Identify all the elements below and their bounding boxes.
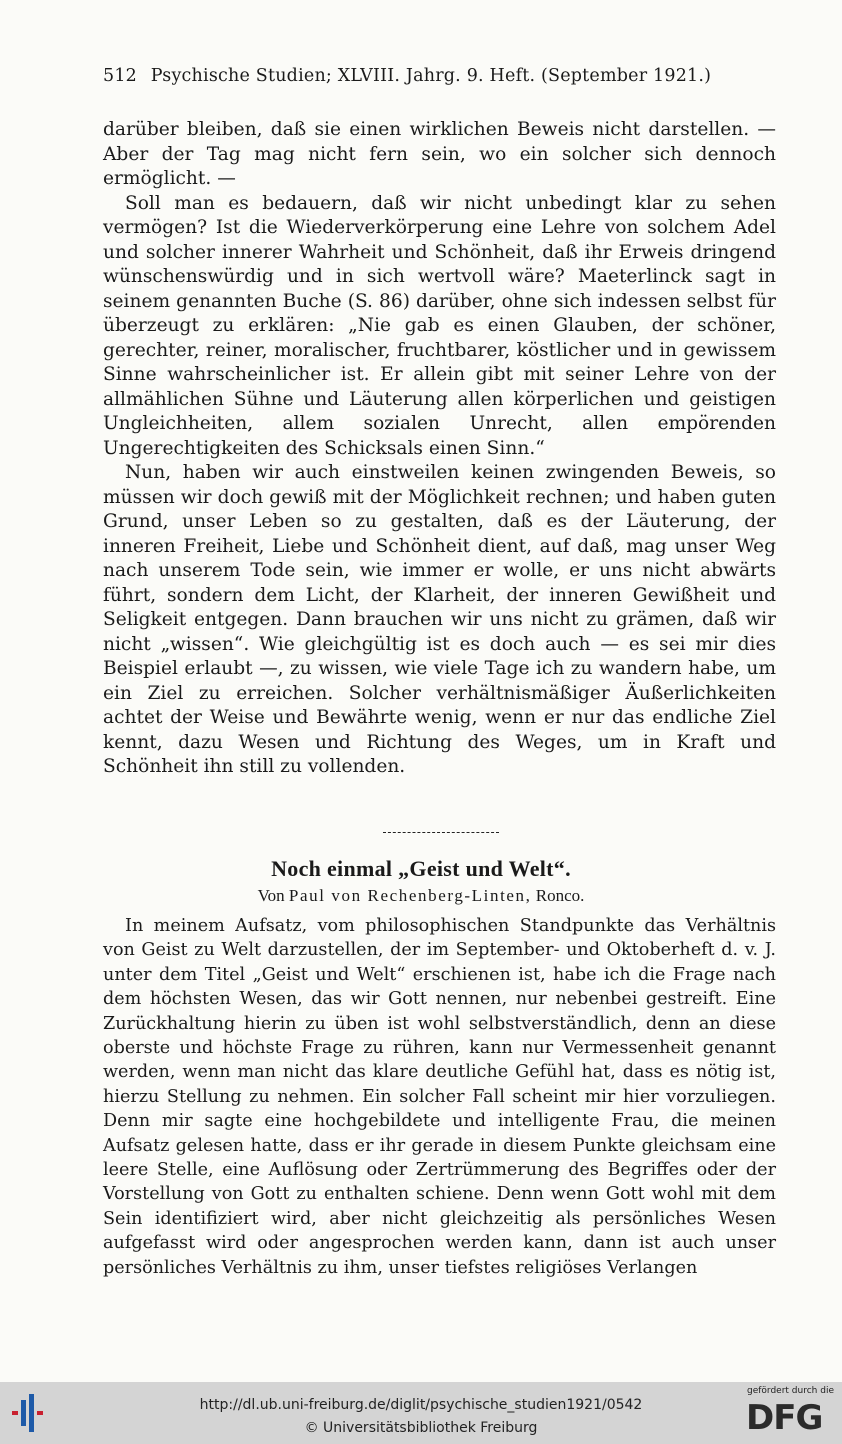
viewer-footer	[0, 1382, 842, 1444]
article-byline	[0, 886, 842, 906]
author-name: Paul von Rechenberg-Linten,	[288, 886, 532, 905]
author-place: Ronco.	[535, 886, 585, 905]
article-title: Noch einmal „Geist und Welt“.	[271, 856, 571, 881]
paragraph: Nun, haben wir auch einstweilen keinen zwingenden Beweis, so müssen wir doch gewiß mit der Möglichkeit rechnen; und haben guten Grund, unser Leben so zu gestalten, daß es der Läuterung, der inneren Freiheit, Liebe und Schönheit dient, auf daß, mag unser Weg nach unserem Tode sein, wie immer er wolle, er uns nicht abwärts führt, sondern dem Licht, der Klarheit, der inneren Gewißheit und Seligkeit entgegen. Dann brauchen wir uns nicht zu grämen, daß wir nicht „wissen“. Wie gleichgültig ist es doch auch — es sei mir dies Beispiel erlaubt —, zu wissen, wie viele Tage ich zu wandern habe, um ein Ziel zu erreichen. Solcher verhältnismäßiger Äußerlichkeiten achtet der Weise und Bewährte wenig, wenn er nur das endliche Ziel kennt, dazu Wesen und Richtung des Weges, um in Kraft und Schönheit ihn still zu vollenden.	[103, 462, 776, 777]
running-title: Psychische Studien; XLVIII. Jahrg. 9. Heft. (September 1921.)	[150, 66, 712, 86]
paragraph: In meinem Aufsatz, vom philosophischen Standpunkte das Verhältnis von Geist zu Welt darzustellen, der im September- und Oktoberheft d. v. J. unter dem Titel „Geist und Welt“ erschienen ist, habe ich die Frage nach dem höchsten Wesen, das wir Gott nennen, nur nebenbei gestreift. Eine Zurückhaltung hierin zu üben ist wohl selbstverständlich, denn an diese oberste und höchste Frage zu rühren, kann nur Vermessenheit genannt werden, wenn man nicht das klare deutliche Gefühl hat, dass es nötig ist, hierzu Stellung zu nehmen. Ein solcher Fall scheint mir hier vorzuliegen. Denn mir sagte eine hochgebildete und intelligente Frau, die meinen Aufsatz gelesen hatte, dass er ihr gerade in diesem Punkte gleichsam eine leere Stelle, eine Auflösung oder Zertrümmerung des Begriffes oder der Vorstellung von Gott zu enthalten schiene. Denn wenn Gott wohl mit dem Sein identifiziert wird, aber nicht gleichzeitig als persönliches Wesen aufgefasst wird oder angesprochen werden kann, dann ist auch unser persönliches Verhältnis zu ihm, unser tiefstes religiöses Verlangen	[103, 916, 776, 1278]
section-divider	[383, 832, 499, 833]
paragraph: darüber bleiben, daß sie einen wirklichen Beweis nicht darstellen. — Aber der Tag mag nicht fern sein, wo ein solcher sich dennoch ermöglicht. —	[103, 119, 776, 189]
dfg-logo-text: DFG	[746, 1398, 823, 1438]
dfg-logo	[742, 1386, 834, 1440]
paragraph: Soll man es bedauern, daß wir nicht unbedingt klar zu sehen vermögen? Ist die Wiederverkörperung eine Lehre von solchem Adel und solcher innerer Wahrheit und Schönheit, daß ihr Erweis dringend wünschenswürdig und in sich wertvoll wäre? Maeterlinck sagt in seinem genannten Buche (S. 86) darüber, ohne sich indessen selbst für überzeugt zu erklären: „Nie gab es einen Glauben, der schöner, gerechter, reiner, moralischer, fruchtbarer, köstlicher und in gewissem Sinne wahrscheinlicher ist. Er allein gibt mit seiner Lehre von der allmählichen Sühne und Läuterung allen körperlichen und geistigen Ungleichheiten, allem sozialen Unrecht, allen empörenden Ungerechtigkeiten des Schicksals einen Sinn.“	[103, 192, 776, 459]
article-body	[103, 914, 776, 1280]
copyright-notice: © Universitätsbibliothek Freiburg	[304, 1420, 538, 1436]
page-number: 512	[103, 66, 138, 86]
dfg-funding-caption: gefördert durch die	[747, 1386, 834, 1396]
permalink-url[interactable]: http://dl.ub.uni-freiburg.de/diglit/psychische_studien1921/0542	[199, 1397, 643, 1413]
running-header	[103, 66, 743, 86]
article-continuation	[103, 118, 776, 780]
byline-prefix: Von	[257, 886, 285, 905]
